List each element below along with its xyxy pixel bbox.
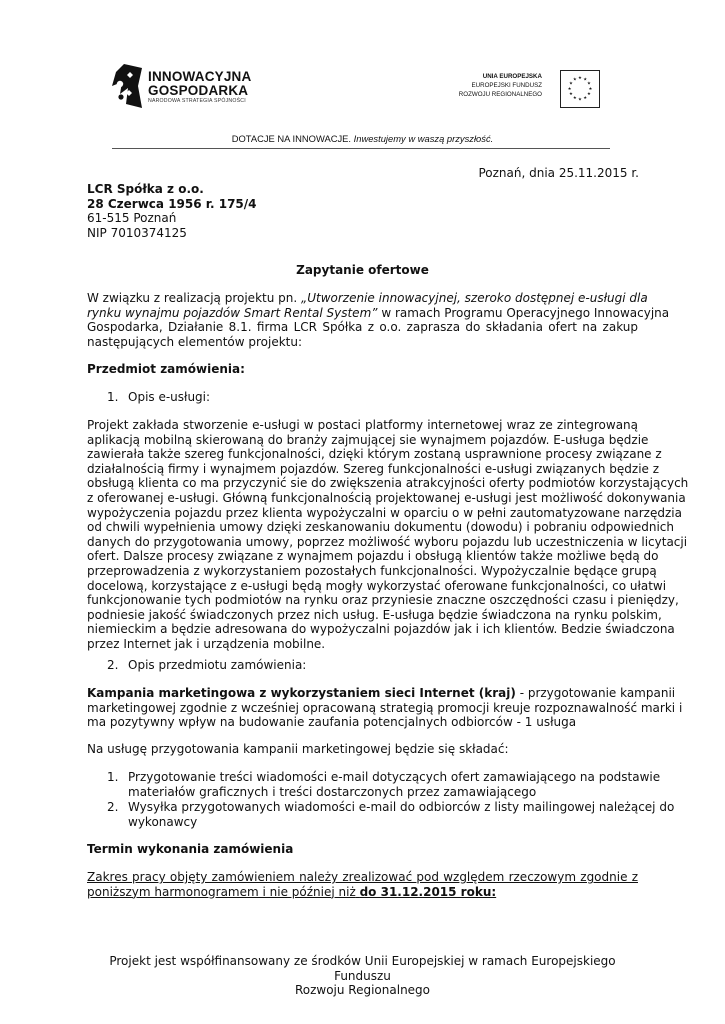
deadline-line [87, 885, 638, 900]
intro-line [87, 305, 670, 321]
body-line: danych do przygotowania umowy, poprzez możliwość wyboru pojazdu lub uczestniczenia w licytacji [87, 534, 688, 549]
step-text [128, 800, 675, 829]
svg-text:★: ★ [572, 77, 577, 83]
body-line: przeprowadzenia z wykorzystaniem pozostałych funkcjonalności. Wypożyczalnie będące grupą [87, 563, 657, 578]
logo-line-strategia: NARODOWA STRATEGIA SPÓJNOŚCI [148, 98, 246, 104]
body-line: ofert. Dalsze procesy związane z wynajmem pojazdu i obsługą klientów także możliwe będą do [87, 549, 659, 564]
company-nip: NIP 7010374125 [87, 225, 187, 240]
campaign-line: marketingowej zgodnie z wcześniej opracowaną strategią promocji kreuje rozpoznawalność marki i [87, 700, 683, 715]
body-line: docelową, korzystające z e-usługi będą mogły wykorzystać oferowane funkcjonalności, co ułatwi [87, 578, 667, 593]
deadline-date: do 31.12.2015 roku: [359, 884, 497, 899]
list-number: 1. [107, 390, 119, 404]
campaign-text: - przygotowanie kampanii [519, 686, 676, 700]
eu-line-2: EUROPEJSKI FUNDUSZ [471, 82, 542, 89]
body-line: działalnością firmy i wynajmem pojazdów. Szereg funkcjonalności e-usługi związanych będzie z [87, 461, 660, 476]
step-text [128, 770, 661, 799]
body-line: zawierała także szereg funkcjonalności, dzięki którym zostaną usprawnione procesy związane z [87, 447, 662, 462]
section-heading-deadline: Termin wykonania zamówienia [87, 842, 294, 856]
body-line: od chwili wypełnienia umowy dzięki zeskanowaniu dokumentu (dowodu) i pobraniu odpowiednich [87, 520, 675, 535]
sender-address [87, 182, 257, 240]
svg-text:★: ★ [572, 95, 577, 101]
deadline-paragraph [87, 870, 638, 899]
body-line: obsługą klienta co ma przyczynić sie do zwiększenia atrakcyjności oferty podmiotów korzystających [87, 476, 689, 491]
svg-text:★: ★ [588, 86, 593, 92]
svg-text:★: ★ [567, 86, 572, 92]
svg-text:★: ★ [569, 92, 573, 98]
consists-of-line: Na usługę przygotowania kampanii marketingowej będzie się składać: [87, 742, 509, 756]
intro-paragraph [87, 291, 670, 349]
footer-line-2: Rozwoju Regionalnego [294, 983, 431, 998]
deadline-text: poniższym harmonogramem i nie później niż [87, 884, 356, 899]
step-line: wykonawcy [128, 814, 198, 829]
step-item [107, 800, 675, 830]
intro-text: W związku z realizacją projektu pn. [87, 291, 298, 305]
campaign-line: ma pozytywny wpływ na budowanie zaufania potencjalnych odbiorców - 1 usługa [87, 715, 577, 730]
header-tagline [0, 133, 725, 144]
body-line: wypożyczenia pojazdu przez klienta wypożyczalni w oparciu o w pełni zautomatyzowane narzędzia [87, 505, 682, 520]
intro-text: w ramach Programu Operacyjnego Innowacyjna [381, 305, 670, 320]
logo-line-innowacyjna: INNOWACYJNA [148, 69, 252, 84]
body-line: funkcjonowanie tych podmiotów na rynku oraz przyniesie znaczne oszczędności czasu i pieniędzy, [87, 593, 679, 608]
step-line: materiałów graficznych i treści dostarczonych przez zamawiającego [128, 784, 537, 799]
svg-text:★: ★ [583, 95, 588, 101]
innowacyjna-gospodarka-emblem-icon [112, 64, 142, 108]
document-title: Zapytanie ofertowe [296, 263, 429, 277]
body-line: przez Internet jak i urządzenia mobilne. [87, 636, 326, 651]
svg-text:★: ★ [587, 92, 591, 98]
eservice-description [87, 418, 689, 652]
campaign-title: Kampania marketingowa z wykorzystaniem sieci Internet (kraj) [87, 686, 516, 700]
tagline-italic: Inwestujemy w waszą przyszłość. [353, 133, 494, 144]
body-line: z oferowanej e-usługi. Główną funkcjonalnością projektowanej e-usługi jest możliwość dokonywania [87, 490, 686, 505]
list-item-eservice [107, 390, 638, 405]
consists-of-text [87, 742, 638, 757]
project-name-part-2: rynku wynajmu pojazdów Smart Rental System” [87, 305, 378, 320]
step-line: Przygotowanie treści wiadomości e-mail dotyczących ofert zamawiającego na podstawie [128, 770, 661, 784]
eu-logo-text [459, 72, 542, 99]
list-label: Opis przedmiotu zamówienia: [128, 658, 307, 672]
list-label: Opis e-usługi: [128, 390, 211, 404]
eu-line-1: UNIA EUROPEJSKA [482, 73, 542, 80]
tagline-plain: DOTACJE NA INNOWACJE. [231, 133, 352, 144]
svg-text:★: ★ [583, 77, 588, 83]
intro-line: następujących elementów projektu: [87, 334, 303, 349]
body-line: podniesie jakość świadczonych przez nich usług. E-usługa będzie świadczona na rynku polskim, [87, 607, 662, 622]
eu-logo [458, 70, 600, 108]
footer-line-1: Projekt jest współfinansowany ze środków Unii Europejskiej w ramach Europejskiego Funduszu [109, 954, 616, 983]
body-line: niemieckim a będzie adresowana do wypożyczalni pojazdów jak i ich klientów. Bedzie świadczona [87, 622, 675, 637]
company-city: 61-515 Poznań [87, 211, 177, 226]
innowacyjna-gospodarka-logo [112, 64, 262, 110]
svg-text:★: ★ [587, 81, 591, 87]
step-number: 2. [107, 800, 119, 814]
intro-line [87, 291, 648, 306]
company-street: 28 Czerwca 1956 r. 175/4 [87, 196, 257, 211]
step-line: Wysyłka przygotowanych wiadomości e-mail do odbiorców z listy mailingowej należącej do [128, 800, 675, 814]
deadline-line: Zakres pracy objęty zamówieniem należy zrealizować pod względem rzeczowym zgodnie z [87, 870, 638, 884]
campaign-paragraph [87, 686, 683, 730]
campaign-line [87, 686, 676, 701]
svg-text:★: ★ [569, 81, 573, 87]
svg-text:★: ★ [578, 76, 582, 82]
eu-flag-icon [560, 70, 600, 108]
company-name: LCR Spółka z o.o. [87, 182, 204, 196]
svg-text:★: ★ [578, 97, 582, 103]
project-name-part-1: „Utworzenie innowacyjnej, szeroko dostępnej e-usługi dla [301, 291, 648, 305]
list-number: 2. [107, 658, 119, 672]
eu-line-3: ROZWOJU REGIONALNEGO [458, 91, 542, 98]
page-footer [87, 954, 638, 998]
place-date: Poznań, dnia 25.11.2015 r. [478, 166, 639, 180]
section-heading-subject: Przedmiot zamówienia: [87, 362, 245, 376]
logo-line-gospodarka: GOSPODARKA [148, 83, 249, 98]
list-item-order-description [107, 658, 638, 673]
step-item [107, 770, 661, 800]
intro-line: Gospodarka, Działanie 8.1. firma LCR Spółka z o.o. zaprasza do składania ofert na zakup [87, 320, 638, 335]
body-line: aplikacją mobilną skierowaną do branży zajmującej sie wynajmem pojazdów. E-usługa będzie [87, 432, 649, 447]
header-divider [112, 148, 610, 149]
step-number: 1. [107, 770, 119, 784]
body-line: Projekt zakłada stworzenie e-usługi w postaci platformy internetowej wraz ze zintegrowaną [87, 418, 638, 432]
